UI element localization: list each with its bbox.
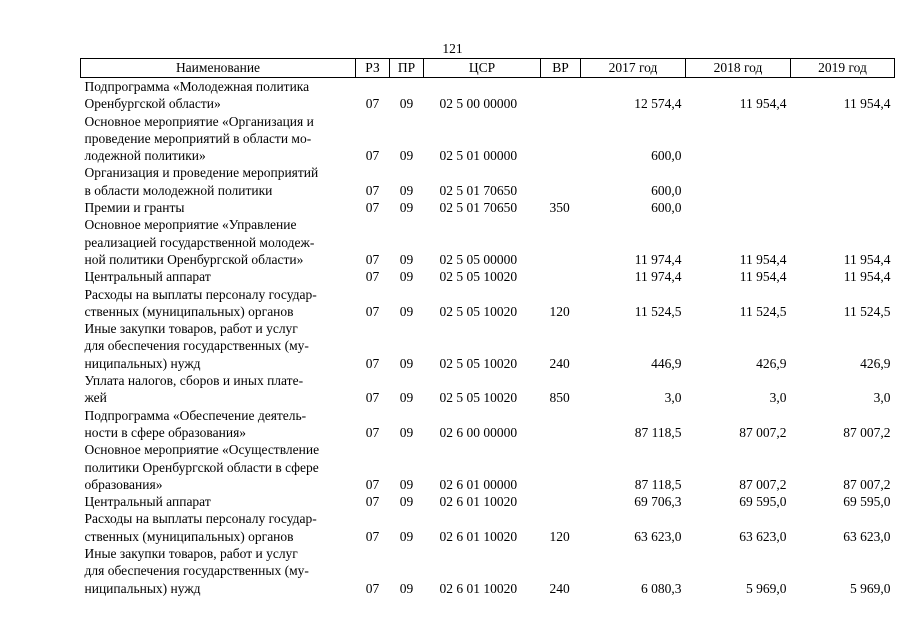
row-name-line: ственных (муниципальных) органов	[84, 528, 294, 544]
row-name	[81, 199, 356, 216]
row-name-line: Уплата налогов, сборов и иных плате-	[84, 373, 304, 389]
row-csr: 02 6 01 00000	[439, 476, 518, 492]
row-name	[81, 268, 356, 285]
row-rz: 07	[365, 269, 380, 285]
row-name-line: проведение мероприятий в области мо-	[84, 130, 312, 146]
table-row	[81, 493, 895, 510]
row-rz: 07	[365, 182, 380, 198]
row-pr: 09	[399, 390, 414, 406]
row-rz: 07	[365, 251, 380, 267]
row-pr: 09	[399, 424, 414, 440]
row-vr	[541, 78, 581, 113]
row-name	[81, 545, 356, 597]
row-rz: 07	[365, 580, 380, 596]
row-2018: 87 007,2	[739, 424, 787, 440]
row-csr: 02 5 05 10020	[439, 303, 518, 319]
header-pr: ПР	[390, 59, 424, 78]
row-name-line: ной политики Оренбургской области»	[84, 251, 304, 267]
header-rz: РЗ	[356, 59, 390, 78]
row-name-line: Центральный аппарат	[84, 269, 211, 285]
row-2018: 87 007,2	[739, 476, 787, 492]
row-name-line: Основное мероприятие «Управление	[84, 217, 297, 233]
row-name-line: лодежной политики»	[84, 148, 206, 164]
row-2017: 69 706,3	[634, 494, 682, 510]
table-row	[81, 286, 895, 321]
row-pr: 09	[399, 182, 414, 198]
row-name	[81, 510, 356, 545]
row-2019: 11 524,5	[843, 303, 891, 319]
row-vr	[541, 441, 581, 493]
row-vr	[541, 216, 581, 268]
row-2017: 446,9	[651, 355, 682, 371]
row-pr: 09	[399, 528, 414, 544]
row-rz: 07	[365, 355, 380, 371]
header-2019: 2019 год	[791, 59, 895, 78]
row-rz: 07	[365, 200, 380, 216]
row-2017: 600,0	[651, 182, 682, 198]
row-vr: 240	[549, 580, 570, 596]
row-name	[81, 286, 356, 321]
row-name	[81, 493, 356, 510]
row-2019: 426,9	[860, 355, 891, 371]
row-rz: 07	[365, 303, 380, 319]
header-name: Наименование	[81, 59, 356, 78]
row-csr: 02 5 05 00000	[439, 251, 518, 267]
row-vr: 120	[549, 528, 570, 544]
row-2019: 63 623,0	[843, 528, 891, 544]
row-pr: 09	[399, 251, 414, 267]
row-2017: 600,0	[651, 148, 682, 164]
row-2017: 12 574,4	[634, 96, 682, 112]
row-name-line: образования»	[84, 476, 163, 492]
row-pr: 09	[399, 494, 414, 510]
row-csr: 02 5 01 00000	[439, 148, 518, 164]
table-row	[81, 113, 895, 165]
row-name	[81, 113, 356, 165]
row-2017: 11 524,5	[634, 303, 682, 319]
table-header-row	[81, 59, 895, 78]
row-rz: 07	[365, 528, 380, 544]
table-row	[81, 407, 895, 442]
table-row	[81, 320, 895, 372]
row-2019: 3,0	[873, 390, 891, 406]
row-2019	[791, 199, 895, 216]
row-name	[81, 441, 356, 493]
row-pr: 09	[399, 355, 414, 371]
header-vr: ВР	[541, 59, 581, 78]
header-csr: ЦСР	[424, 59, 541, 78]
row-csr: 02 5 00 00000	[439, 96, 518, 112]
row-pr: 09	[399, 269, 414, 285]
row-rz: 07	[365, 494, 380, 510]
row-name-line: реализацией государственной молодеж-	[84, 234, 315, 250]
row-csr: 02 6 01 10020	[439, 580, 518, 596]
row-name-line: Основное мероприятие «Осуществление	[84, 442, 320, 458]
row-pr: 09	[399, 148, 414, 164]
row-2019: 11 954,4	[843, 251, 891, 267]
row-2018: 11 954,4	[739, 251, 787, 267]
row-2018: 63 623,0	[739, 528, 787, 544]
row-name	[81, 78, 356, 113]
table-row	[81, 78, 895, 113]
row-name-line: для обеспечения государственных (му-	[84, 338, 309, 354]
table-row	[81, 216, 895, 268]
table-row	[81, 545, 895, 597]
row-2018: 11 954,4	[739, 269, 787, 285]
row-2018: 5 969,0	[746, 580, 787, 596]
row-vr: 120	[549, 303, 570, 319]
row-name-line: для обеспечения государственных (му-	[84, 563, 309, 579]
row-name-line: Премии и гранты	[84, 200, 185, 216]
row-2017: 3,0	[664, 390, 682, 406]
table-row	[81, 199, 895, 216]
row-name	[81, 372, 356, 407]
row-csr: 02 6 01 10020	[439, 528, 518, 544]
row-2019	[791, 164, 895, 199]
row-name-line: Расходы на выплаты персоналу государ-	[84, 286, 317, 302]
budget-table	[80, 58, 895, 597]
row-2017: 600,0	[651, 200, 682, 216]
row-name-line: Расходы на выплаты персоналу государ-	[84, 511, 317, 527]
row-pr: 09	[399, 580, 414, 596]
table-body	[81, 78, 895, 597]
row-csr: 02 5 01 70650	[439, 200, 518, 216]
row-rz: 07	[365, 476, 380, 492]
row-2019: 11 954,4	[843, 269, 891, 285]
row-rz: 07	[365, 96, 380, 112]
row-name-line: Подпрограмма «Обеспечение деятель-	[84, 407, 307, 423]
row-name-line: ности в сфере образования»	[84, 424, 247, 440]
row-vr: 350	[549, 200, 570, 216]
row-2017: 63 623,0	[634, 528, 682, 544]
row-name-line: политики Оренбургской области в сфере	[84, 459, 319, 475]
row-pr: 09	[399, 476, 414, 492]
row-pr: 09	[399, 200, 414, 216]
row-rz: 07	[365, 390, 380, 406]
row-pr: 09	[399, 96, 414, 112]
row-2017: 6 080,3	[641, 580, 682, 596]
row-vr: 850	[549, 390, 570, 406]
row-name-line: Подпрограмма «Молодежная политика	[84, 79, 310, 94]
table-row	[81, 372, 895, 407]
row-name-line: Центральный аппарат	[84, 494, 211, 510]
row-name	[81, 216, 356, 268]
row-csr: 02 5 01 70650	[439, 182, 518, 198]
row-2019: 87 007,2	[843, 476, 891, 492]
row-rz: 07	[365, 424, 380, 440]
row-2018	[686, 199, 791, 216]
row-pr: 09	[399, 303, 414, 319]
row-name	[81, 164, 356, 199]
row-csr: 02 6 00 00000	[439, 424, 518, 440]
row-vr: 240	[549, 355, 570, 371]
row-2018: 11 954,4	[739, 96, 787, 112]
row-vr	[541, 113, 581, 165]
row-2017: 11 974,4	[634, 251, 682, 267]
row-name-line: жей	[84, 390, 107, 406]
table-row	[81, 441, 895, 493]
row-2019: 5 969,0	[850, 580, 891, 596]
row-name-line: ниципальных) нужд	[84, 355, 201, 371]
row-2018: 69 595,0	[739, 494, 787, 510]
row-2019: 69 595,0	[843, 494, 891, 510]
row-rz: 07	[365, 148, 380, 164]
row-name	[81, 320, 356, 372]
row-name-line: в области молодежной политики	[84, 182, 273, 198]
row-csr: 02 5 05 10020	[439, 355, 518, 371]
row-2018	[686, 164, 791, 199]
row-csr: 02 6 01 10020	[439, 494, 518, 510]
row-2017: 87 118,5	[634, 476, 682, 492]
table-row	[81, 268, 895, 285]
row-name-line: Иные закупки товаров, работ и услуг	[84, 321, 298, 337]
row-name	[81, 407, 356, 442]
header-2017: 2017 год	[581, 59, 686, 78]
row-vr	[541, 407, 581, 442]
row-2017: 11 974,4	[634, 269, 682, 285]
row-name-line: Оренбургской области»	[84, 96, 221, 112]
row-2018: 11 524,5	[739, 303, 787, 319]
table-row	[81, 164, 895, 199]
header-2018: 2018 год	[686, 59, 791, 78]
row-2019: 11 954,4	[843, 96, 891, 112]
row-vr	[541, 268, 581, 285]
row-csr: 02 5 05 10020	[439, 390, 518, 406]
row-2018	[686, 113, 791, 165]
row-2017: 87 118,5	[634, 424, 682, 440]
row-name-line: Основное мероприятие «Организация и	[84, 113, 314, 129]
row-name-line: ниципальных) нужд	[84, 580, 201, 596]
row-2018: 3,0	[769, 390, 787, 406]
row-csr: 02 5 05 10020	[439, 269, 518, 285]
row-2019: 87 007,2	[843, 424, 891, 440]
table-row	[81, 510, 895, 545]
row-name-line: Организация и проведение мероприятий	[84, 165, 319, 181]
row-vr	[541, 493, 581, 510]
row-name-line: Иные закупки товаров, работ и услуг	[84, 546, 298, 562]
row-vr	[541, 164, 581, 199]
row-2019	[791, 113, 895, 165]
row-name-line: ственных (муниципальных) органов	[84, 303, 294, 319]
row-2018: 426,9	[756, 355, 787, 371]
page-number: 121	[442, 41, 463, 56]
